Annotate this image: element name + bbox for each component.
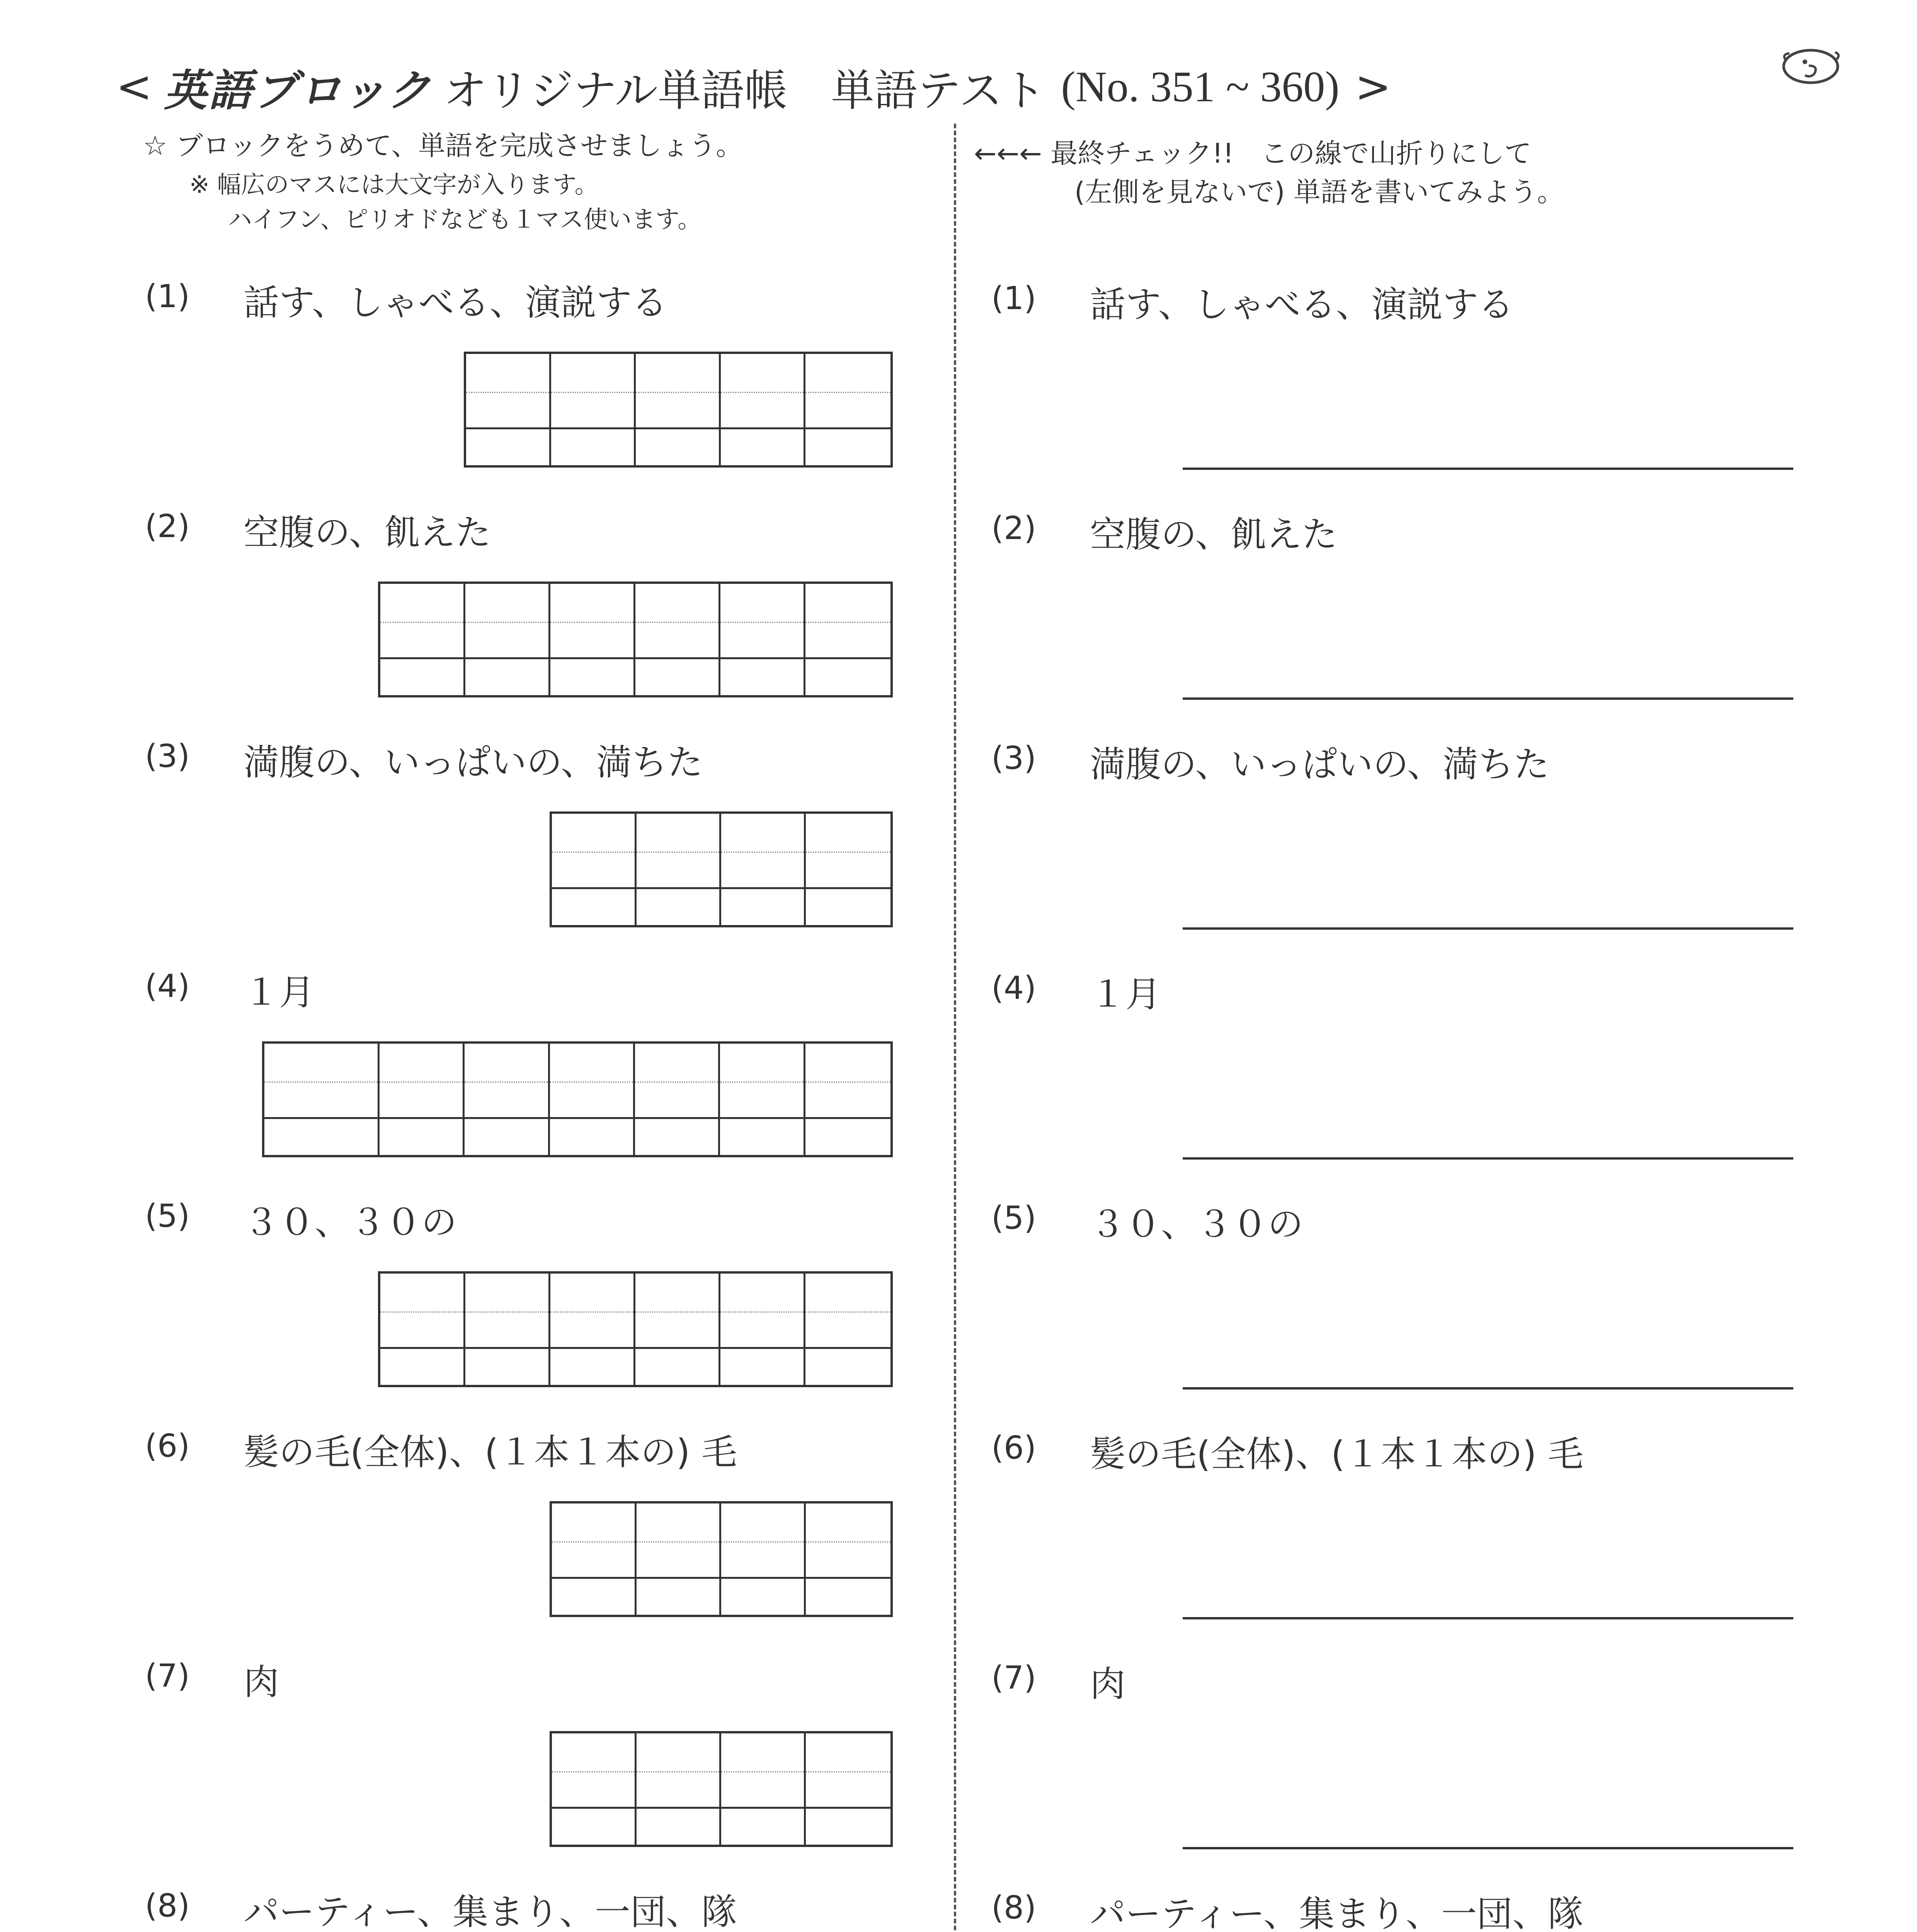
check-question-number: (3) xyxy=(991,740,1037,777)
letter-block[interactable] xyxy=(806,1503,890,1615)
letter-block[interactable] xyxy=(552,1503,637,1615)
letter-block-grid xyxy=(262,1041,893,1157)
letter-block[interactable] xyxy=(720,1274,805,1385)
letter-block-grid xyxy=(550,1501,893,1617)
check-question-label: 空腹の、飢えた xyxy=(1090,514,1338,555)
check-question-number: (2) xyxy=(991,510,1037,547)
letter-block-grid xyxy=(550,811,893,927)
check-question-label: 話す、しゃべる、演説する xyxy=(1090,284,1514,325)
letter-block[interactable] xyxy=(805,354,890,465)
letter-block[interactable] xyxy=(635,584,720,695)
letter-block-grid xyxy=(550,1731,893,1847)
question-number: (5) xyxy=(145,1198,190,1235)
check-question-text xyxy=(1090,1886,1583,1932)
letter-block[interactable] xyxy=(805,584,890,695)
letter-block[interactable] xyxy=(550,1274,635,1385)
instruction-main: ☆ ブロックをうめて、単語を完成させましょう。 xyxy=(143,130,743,162)
answer-line[interactable] xyxy=(1183,1157,1793,1160)
letter-block-grid xyxy=(378,1271,893,1387)
question-number: (1) xyxy=(145,278,190,315)
letter-block[interactable] xyxy=(806,814,890,925)
question-text: 満腹の、いっぱいの、満ちた xyxy=(243,742,703,783)
question-number: (8) xyxy=(145,1888,190,1924)
brand-logo: 英語ブロック xyxy=(163,65,432,116)
check-question-text xyxy=(1090,1196,1303,1247)
letter-block-grid xyxy=(464,352,893,468)
question-text: 髪の毛(全体)、(１本１本の) 毛 xyxy=(243,1432,737,1473)
check-question-text xyxy=(1090,736,1549,787)
letter-block[interactable] xyxy=(637,1733,721,1845)
check-question-number: (1) xyxy=(991,280,1037,317)
letter-block[interactable] xyxy=(552,1733,637,1845)
question-text: 空腹の、飢えた xyxy=(243,512,491,553)
title-close-bracket: > xyxy=(1355,62,1391,112)
title-open-bracket: < xyxy=(116,62,152,112)
letter-block[interactable] xyxy=(264,1044,380,1155)
check-question-label: １月 xyxy=(1090,974,1161,1015)
letter-block[interactable] xyxy=(720,1044,805,1155)
answer-line[interactable] xyxy=(1183,1617,1793,1619)
question-number: (4) xyxy=(145,968,190,1005)
title-range: (No. 351 ~ 360) xyxy=(1061,63,1340,111)
letter-block-grid xyxy=(378,582,893,697)
check-question-number: (5) xyxy=(991,1200,1037,1236)
letter-block[interactable] xyxy=(380,584,465,695)
letter-block[interactable] xyxy=(721,1503,806,1615)
letter-block[interactable] xyxy=(637,1503,721,1615)
question-number: (3) xyxy=(145,738,190,775)
letter-block[interactable] xyxy=(465,1274,550,1385)
page-title xyxy=(116,58,1391,116)
face-icon xyxy=(1778,43,1844,89)
answer-line[interactable] xyxy=(1183,927,1793,930)
letter-block[interactable] xyxy=(721,814,806,925)
check-question-label: 肉 xyxy=(1090,1663,1126,1705)
letter-block[interactable] xyxy=(380,1274,465,1385)
instruction-note-1: ※ 幅広のマスには大文字が入ります。 xyxy=(189,170,599,199)
question-number: (6) xyxy=(145,1428,190,1464)
question-number: (2) xyxy=(145,508,190,545)
letter-block[interactable] xyxy=(635,1044,720,1155)
letter-block[interactable] xyxy=(380,1044,465,1155)
letter-block[interactable] xyxy=(805,1274,890,1385)
letter-block[interactable] xyxy=(552,814,637,925)
check-question-number: (4) xyxy=(991,970,1037,1007)
fold-instruction-1: ←←← 最終チェック!! この線で山折りにして xyxy=(974,138,1532,169)
instruction-note-2: ハイフン、ピリオドなども１マス使います。 xyxy=(228,205,702,233)
letter-block[interactable] xyxy=(465,584,550,695)
question-text: パーティー、集まり、一団、隊 xyxy=(243,1891,737,1932)
letter-block[interactable] xyxy=(806,1733,890,1845)
question-text: ３０、３０の xyxy=(243,1202,457,1243)
letter-block[interactable] xyxy=(551,354,636,465)
answer-line[interactable] xyxy=(1183,1387,1793,1389)
answer-line[interactable] xyxy=(1183,697,1793,700)
title-text: オリジナル単語帳 単語テスト xyxy=(443,65,1046,116)
check-question-label: パーティー、集まり、一団、隊 xyxy=(1090,1893,1583,1932)
letter-block[interactable] xyxy=(636,354,721,465)
letter-block[interactable] xyxy=(550,584,635,695)
fold-line xyxy=(954,124,956,1932)
check-question-number: (7) xyxy=(991,1660,1037,1696)
answer-line[interactable] xyxy=(1183,1847,1793,1849)
check-question-label: ３０、３０の xyxy=(1090,1204,1304,1245)
letter-block[interactable] xyxy=(720,584,805,695)
check-question-number: (6) xyxy=(991,1430,1037,1466)
question-text: １月 xyxy=(243,972,315,1013)
letter-block[interactable] xyxy=(805,1044,890,1155)
fold-instruction-2: (左側を見ないで) 単語を書いてみよう。 xyxy=(1074,176,1564,208)
question-text: 話す、しゃべる、演説する xyxy=(243,282,667,323)
answer-line[interactable] xyxy=(1183,468,1793,470)
letter-block[interactable] xyxy=(721,354,806,465)
question-text: 肉 xyxy=(243,1662,279,1703)
check-question-text xyxy=(1090,276,1514,327)
question-number: (7) xyxy=(145,1658,190,1694)
letter-block[interactable] xyxy=(550,1044,635,1155)
letter-block[interactable] xyxy=(637,814,721,925)
check-question-label: 髪の毛(全体)、(１本１本の) 毛 xyxy=(1090,1434,1583,1475)
letter-block[interactable] xyxy=(635,1274,720,1385)
check-question-text xyxy=(1090,966,1161,1017)
check-question-text xyxy=(1090,506,1337,557)
check-question-label: 満腹の、いっぱいの、満ちた xyxy=(1090,744,1549,785)
check-question-text xyxy=(1090,1656,1125,1707)
check-question-number: (8) xyxy=(991,1889,1037,1926)
check-question-text xyxy=(1090,1426,1583,1477)
letter-block[interactable] xyxy=(721,1733,806,1845)
letter-block[interactable] xyxy=(466,354,551,465)
letter-block[interactable] xyxy=(465,1044,550,1155)
